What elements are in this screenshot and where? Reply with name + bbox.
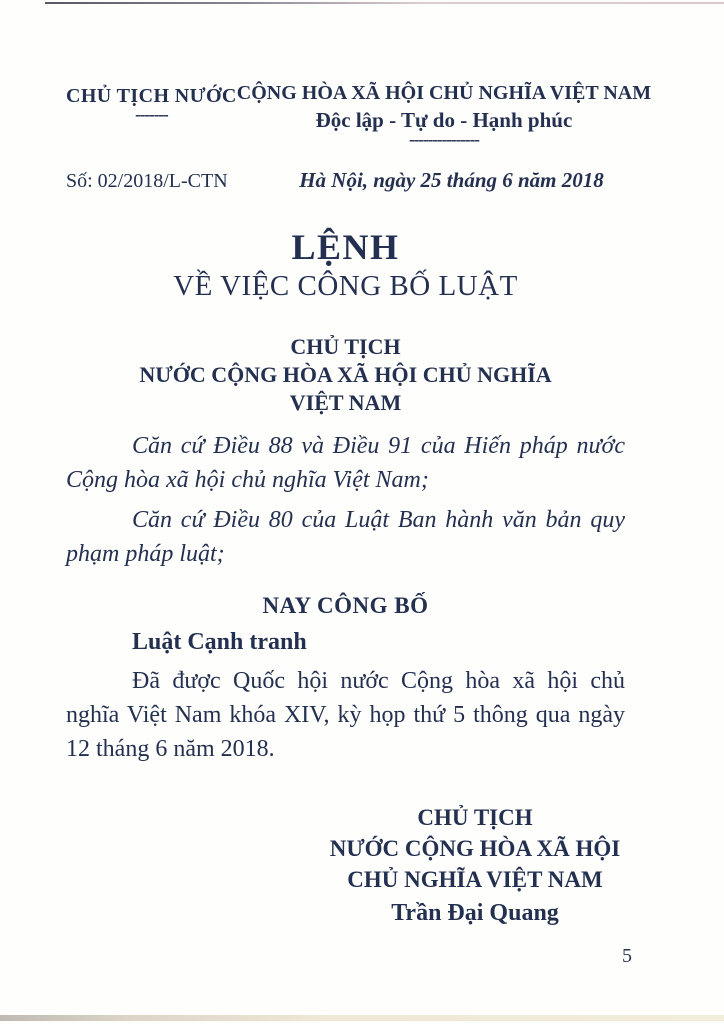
national-title: CỘNG HÒA XÃ HỘI CHỦ NGHĨA VIỆT NAM [236, 82, 652, 104]
issuer-heading [66, 333, 625, 417]
promulgation-body: Đã được Quốc hội nước Cộng hòa xã hội chủ nghĩa Việt Nam khóa XIV, kỳ họp thứ 5 thông qua ngày 12 tháng 6 năm 2018. [66, 668, 625, 762]
signature-block [285, 802, 665, 927]
signatory-title-line-3: CHỦ NGHĨA VIỆT NAM [347, 867, 603, 892]
preamble-paragraph: Căn cứ Điều 80 của Luật Ban hành văn bản quy phạm pháp luật; [66, 507, 625, 567]
promulgation-heading: NAY CÔNG BỐ [262, 593, 429, 618]
law-name: Luật Cạnh tranh [132, 629, 307, 655]
issuer-line-3: VIỆT NAM [289, 390, 402, 415]
document-title-block [66, 227, 625, 303]
letterhead-divider-left: ------- [135, 105, 168, 124]
document-meta-row [66, 168, 625, 193]
letterhead [66, 82, 652, 149]
preamble-paragraph: Căn cứ Điều 88 và Điều 91 của Hiến pháp nước Cộng hòa xã hội chủ nghĩa Việt Nam; [66, 433, 625, 493]
page-number: 5 [622, 945, 632, 967]
issuer-line-1: CHỦ TỊCH [290, 334, 401, 359]
signatory-title-line-2: NƯỚC CỘNG HÒA XÃ HỘI [329, 836, 621, 861]
document-number: Số: 02/2018/L-CTN [66, 170, 228, 192]
document-subtitle: VỀ VIỆC CÔNG BỐ LUẬT [173, 270, 518, 302]
issuer-line-2: NƯỚC CỘNG HÒA XÃ HỘI CHỦ NGHĨA [139, 362, 552, 387]
national-motto: Độc lập - Tự do - Hạnh phúc [315, 108, 573, 132]
signatory-name: Trần Đại Quang [391, 900, 559, 926]
scan-artifact-bottom [0, 1015, 724, 1021]
scan-artifact-top [45, 2, 724, 4]
issuing-authority-title: CHỦ TỊCH NƯỚC [66, 85, 237, 107]
national-header-block [236, 82, 652, 149]
issuing-authority-block [66, 82, 237, 124]
letterhead-divider-right: --------------- [408, 130, 479, 149]
document-title: LỆNH [291, 227, 400, 267]
place-and-date: Hà Nội, ngày 25 tháng 6 năm 2018 [299, 168, 604, 192]
signatory-title-line-1: CHỦ TỊCH [417, 805, 533, 830]
